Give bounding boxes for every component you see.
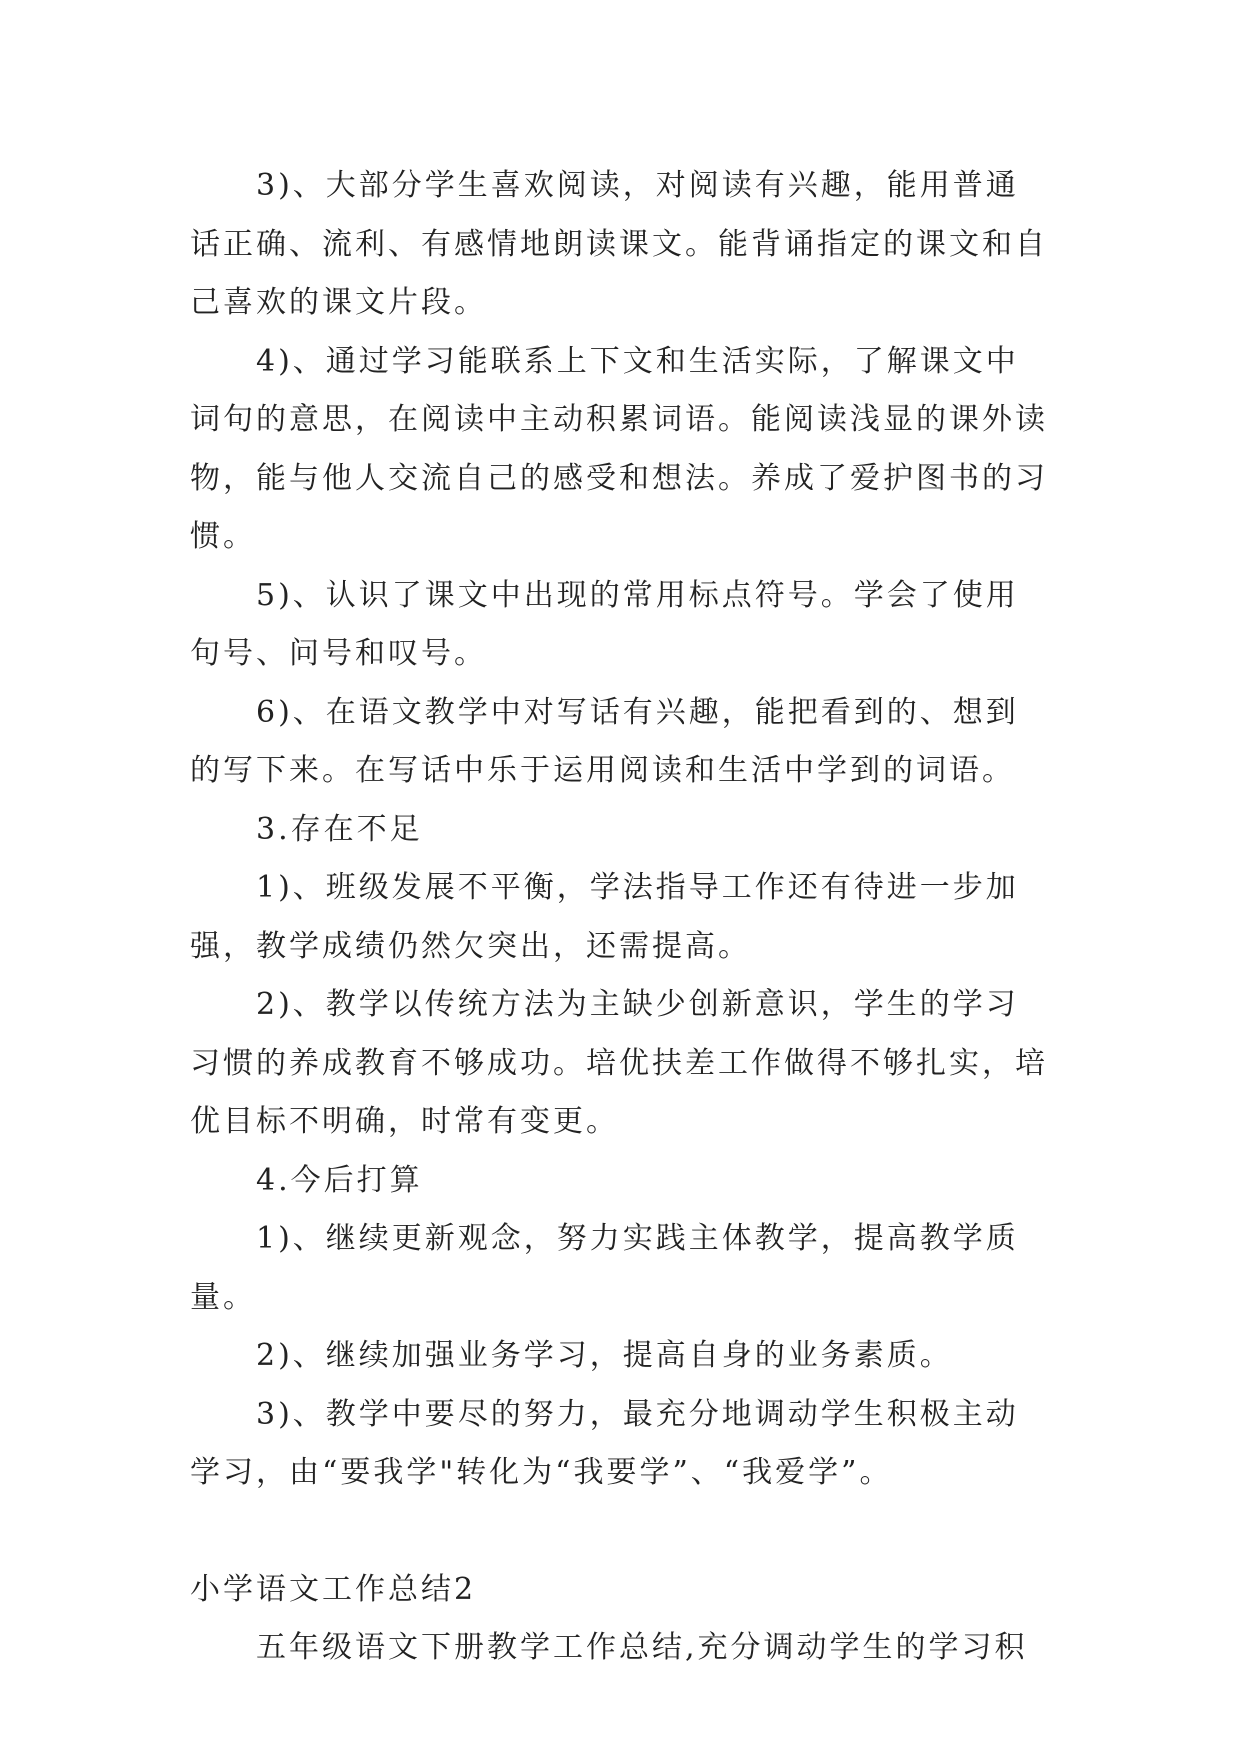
plan-item-2: 2)、继续加强业务学习，提高自身的业务素质。	[256, 1338, 953, 1373]
section-heading-plans: 4.今后打算	[256, 1162, 423, 1198]
paragraph-3: 3)、大部分学生喜欢阅读，对阅读有兴趣，能用普通话正确、流利、有感情地朗读课文。能背诵指定的课文和自己喜欢的课文片段。	[190, 168, 1048, 320]
shortcoming-item-1: 1)、班级发展不平衡，学法指导工作还有待进一步加强，教学成绩仍然欠突出，还需提高。	[190, 870, 1019, 964]
paragraph-6: 6)、在语文教学中对写话有兴趣，能把看到的、想到的写下来。在写话中乐于运用阅读和生活中学到的词语。	[190, 694, 1019, 788]
plan-item-3: 3)、教学中要尽的努力，最充分地调动学生积极主动学习，由“要我学"转化为“我要学”、“我爱学”。	[190, 1396, 1019, 1490]
document-page	[190, 157, 1050, 1678]
intro-paragraph: 五年级语文下册教学工作总结,充分调动学生的学习积	[256, 1630, 1028, 1665]
paragraph-4: 4)、通过学习能联系上下文和生活实际，了解课文中词句的意思，在阅读中主动积累词语。能阅读浅显的课外读物，能与他人交流自己的感受和想法。养成了爱护图书的习惯。	[190, 343, 1048, 554]
shortcoming-item-2: 2)、教学以传统方法为主缺少创新意识，学生的学习习惯的养成教育不够成功。培优扶差工作做得不够扎实，培优目标不明确，时常有变更。	[190, 987, 1048, 1139]
section-heading-shortcomings: 3.存在不足	[256, 811, 423, 847]
paragraph-5: 5)、认识了课文中出现的常用标点符号。学会了使用句号、问号和叹号。	[190, 577, 1019, 671]
document-section-title: 小学语文工作总结2	[190, 1571, 477, 1607]
plan-item-1: 1)、继续更新观念，努力实践主体教学，提高教学质量。	[190, 1221, 1019, 1315]
